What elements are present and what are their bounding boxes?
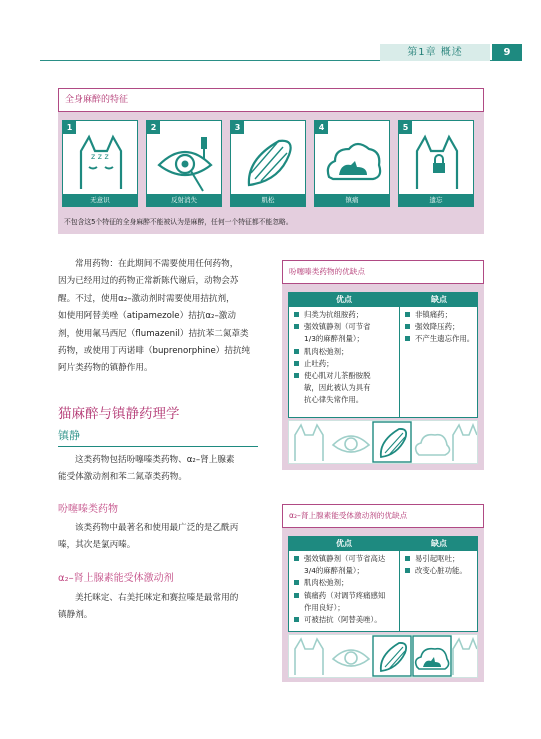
box2-title: α₂–肾上腺素能受体激动剂的优缺点 [282,504,484,528]
page-number: 9 [492,44,522,61]
list-item: 强效镇静剂（可节省高达 3/4的麻醉剂量）； [294,553,397,577]
alpha2-pros-cons-box [282,504,484,682]
box1-icon-strip [288,420,478,464]
paragraph-phenothiazines: 该类药物中最著名和使用最广泛的是乙酰丙 嗪，其次是氯丙嗪。 [58,523,239,551]
paragraph-alpha2: 美托咪定、右美托咪定和赛拉嗪是最常用的 镇静剂。 [58,593,239,621]
features-note: 不包含这5个特征的全身麻醉不能被认为是麻醉，任何一个特征都不能忽略。 [64,218,293,226]
box1-title: 吩噻嗪类药物的优缺点 [282,260,484,284]
list-item: 不产生遗忘作用。 [405,333,477,345]
list-item: 改变心脏功能。 [405,565,477,577]
svg-text:z z z: z z z [91,152,109,161]
box2-cons-header: 缺点 [400,537,478,551]
section-heading: 猫麻醉与镇静药理学 [58,406,180,422]
list-item: 归类为抗组胺药； [294,309,397,321]
feature-icons-strip [289,421,477,463]
cat-sleeping-icon [71,131,131,193]
cat-cloud-icon [323,131,383,193]
list-item: 非镇痛药； [405,309,477,321]
features-title: 全身麻醉的特征 [58,88,484,112]
paragraph-common-drugs: 常用药物：在此期间不需要使用任何药物， 因为已经用过的药物正常新陈代谢后，动物会苏 醒。不过，使用α₂–激动剂时需要使用拮抗剂， 如使用阿替美唑（atipamezole）拮抗α₂–激动 剂，使用氟马西尼（flumazenil）拮抗苯二氮䓬类 药物，或使用丁丙诺啡（buprenorphine）拮抗纯 阿片类药物的镇静作用。 [58,259,251,374]
box1-pros-header: 优点 [289,293,399,307]
box1-table [288,292,478,418]
list-item: 易引起呕吐； [405,553,477,565]
box1-cons-header: 缺点 [400,293,478,307]
eye-cotton-swab-icon [155,131,215,193]
feature-card-analgesia: 4 镇痛 [314,120,390,207]
subheading-rule [58,446,258,447]
list-item: 止吐药； [294,358,397,370]
feature-card-reflex-loss: 2 反射消失 [146,120,222,207]
subheading-phenothiazines: 吩噻嗪类药物 [58,504,118,515]
paragraph-sedation: 这类药物包括吩噻嗪类药物、α₂–肾上腺素 能受体激动剂和苯二氮䓬类药物。 [58,455,235,483]
box1-pros-list [294,309,397,407]
muscle-icon [239,131,299,193]
list-item: 使心肌对儿茶酚胺脱 敏，因此被认为具有 抗心律失常作用。 [294,370,397,407]
feature-card-amnesia: 5 遗忘 [398,120,474,207]
cat-head-lock-icon [407,131,467,193]
chapter-label: 第1章 概述 [380,44,490,61]
list-item: 强效降压药； [405,321,477,333]
box2-cons-list [405,553,477,577]
feature-icons-strip [289,635,477,677]
list-item: 肌肉松弛剂； [294,346,397,358]
box1-cons-list [405,309,477,346]
box2-table [288,536,478,632]
list-item: 镇痛药（对调节疼痛感知 作用良好）； [294,590,397,614]
box2-pros-list [294,553,397,626]
list-item: 可被拮抗（阿替美唑）。 [294,614,397,626]
box2-icon-strip [288,634,478,678]
list-item: 强效镇静剂（可节省 1/3的麻醉剂量）； [294,321,397,345]
feature-card-unconscious: 1 z z z 无意识 [62,120,138,207]
subheading-alpha2: α₂–肾上腺素能受体激动剂 [58,573,174,584]
phenothiazine-pros-cons-box [282,260,484,470]
feature-card-muscle-relax: 3 肌松 [230,120,306,207]
subheading-sedation: 镇静 [58,429,80,442]
box2-pros-header: 优点 [289,537,399,551]
list-item: 肌肉松弛剂； [294,577,397,589]
